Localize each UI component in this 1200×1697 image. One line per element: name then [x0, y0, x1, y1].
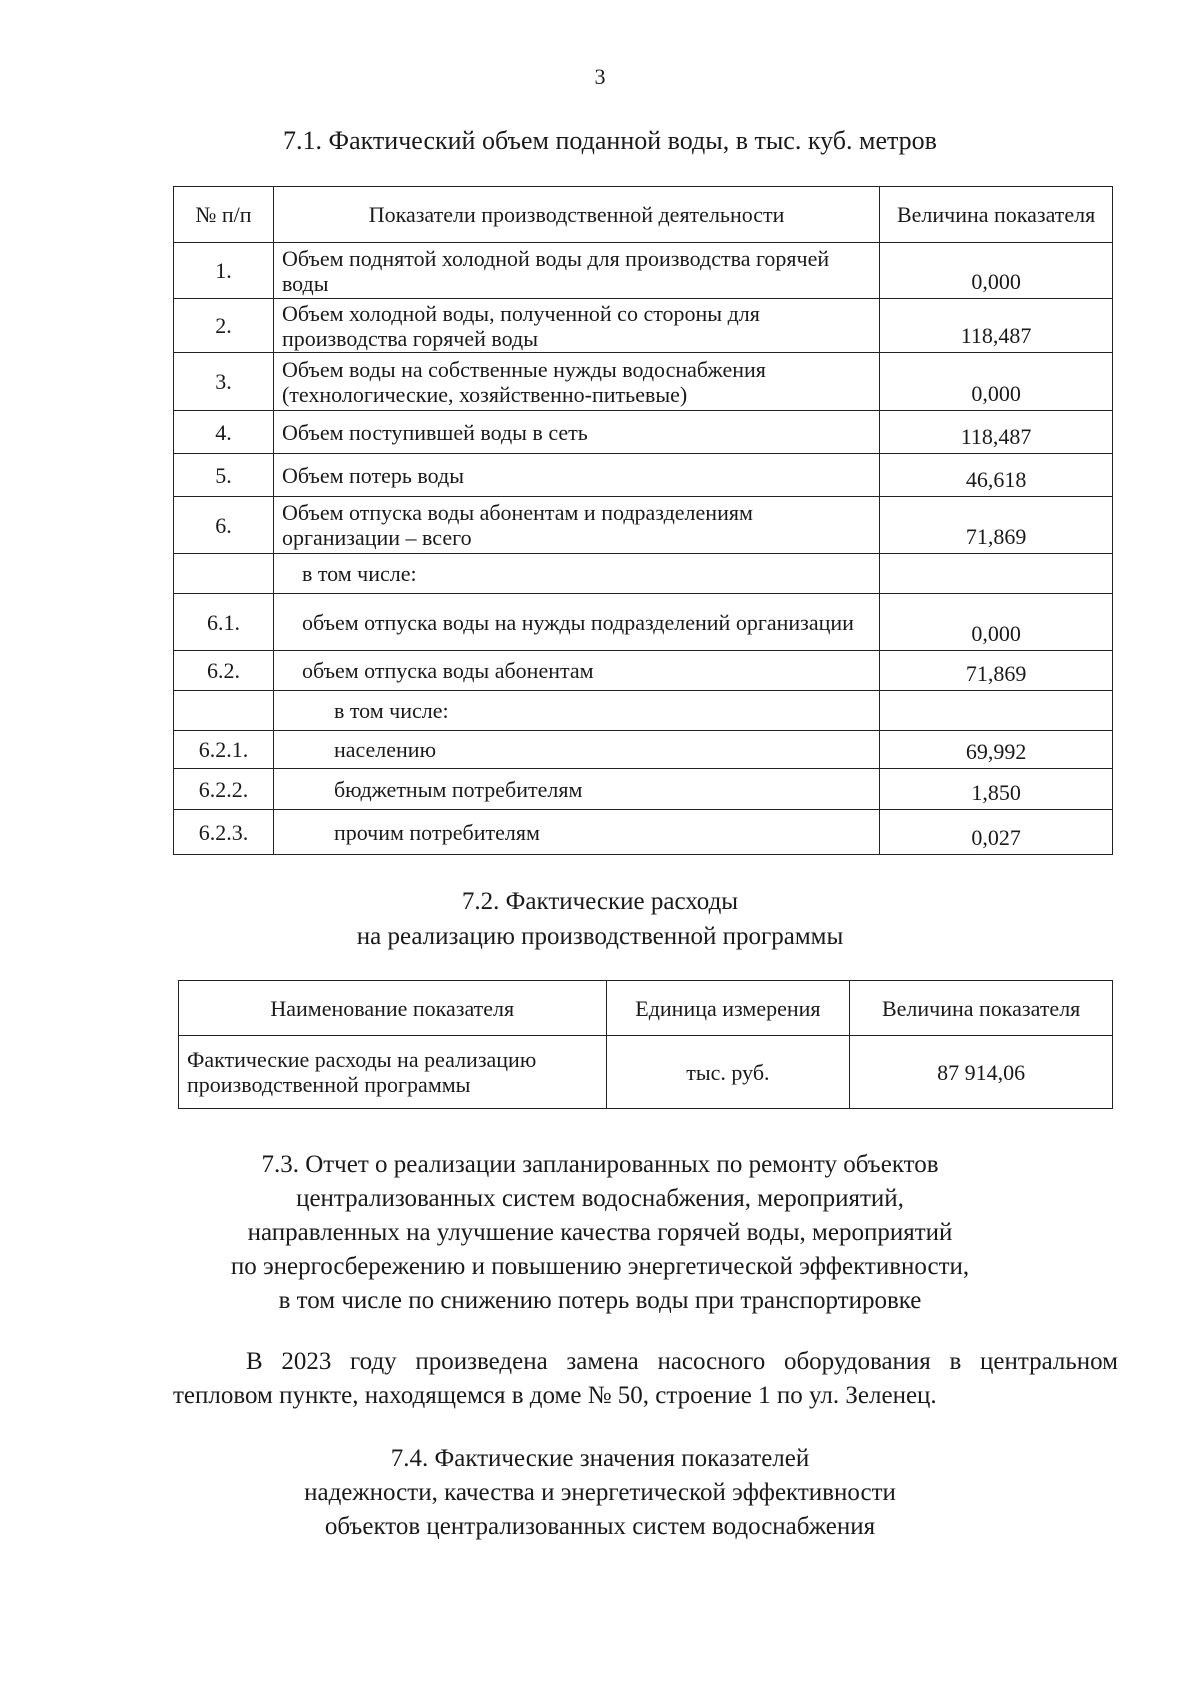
row-label: объем отпуска воды абонентам	[273, 651, 879, 691]
section-7-4-title	[0, 1442, 1200, 1544]
expenses-table	[178, 980, 1113, 1109]
table-row	[174, 651, 1113, 691]
row-label: Объем поступившей воды в сеть	[273, 411, 879, 454]
row-number: 3.	[174, 353, 274, 411]
section-7-2-title-line2: на реализацию производственной программы	[356, 923, 844, 950]
section-7-3-title	[0, 1148, 1200, 1318]
row-label: бюджетным потребителям	[273, 769, 879, 810]
section-7-1-title: 7.1. Фактический объем поданной воды, в тыс. куб. метров	[283, 126, 937, 155]
table-row	[174, 411, 1113, 454]
row-number: 6.2.	[174, 651, 274, 691]
header-name: Наименование показателя	[179, 981, 607, 1036]
water-volume-table	[173, 186, 1113, 855]
section-7-3-paragraph: В 2023 году произведена замена насосного оборудования в центральном тепловом пункте, находящемся в доме № 50, строение 1 по ул. Зеленец.	[173, 1348, 1118, 1409]
header-value: Величина показателя	[880, 187, 1113, 243]
row-number: 6.2.2.	[174, 769, 274, 810]
row-value: 0,000	[880, 594, 1113, 651]
row-value: 71,869	[880, 651, 1113, 691]
row-label: Объем потерь воды	[273, 454, 879, 497]
row-label: Объем поднятой холодной воды для производства горячей воды	[273, 243, 879, 299]
title-line: по энергосбережению и повышению энергетической эффективности,	[230, 1253, 970, 1280]
row-value: 118,487	[880, 411, 1113, 454]
row-value: 0,027	[880, 810, 1113, 855]
expense-unit: тыс. руб.	[606, 1036, 850, 1109]
table-row	[174, 554, 1113, 594]
row-number: 1.	[174, 243, 274, 299]
title-line: 7.4. Фактические значения показателей	[390, 1445, 810, 1472]
header-indicator: Показатели производственной деятельности	[273, 187, 879, 243]
row-value: 118,487	[880, 299, 1113, 353]
row-label: в том числе:	[273, 691, 879, 731]
table-row	[174, 243, 1113, 299]
row-number	[174, 554, 274, 594]
table-row	[174, 731, 1113, 769]
row-value: 0,000	[880, 243, 1113, 299]
row-value	[880, 691, 1113, 731]
table-row	[174, 769, 1113, 810]
row-number: 6.2.1.	[174, 731, 274, 769]
table-row	[174, 810, 1113, 855]
expense-name: Фактические расходы на реализацию производственной программы	[179, 1036, 607, 1109]
row-number: 6.2.3.	[174, 810, 274, 855]
table-row	[174, 497, 1113, 554]
header-number: № п/п	[174, 187, 274, 243]
page-number: 3	[594, 64, 606, 89]
table-row	[174, 454, 1113, 497]
header-unit: Единица измерения	[606, 981, 850, 1036]
header-value: Величина показателя	[850, 981, 1113, 1036]
row-label: населению	[273, 731, 879, 769]
row-value: 46,618	[880, 454, 1113, 497]
row-value: 71,869	[880, 497, 1113, 554]
row-number: 4.	[174, 411, 274, 454]
row-number	[174, 691, 274, 731]
row-value: 1,850	[880, 769, 1113, 810]
row-label: Объем воды на собственные нужды водоснабжения (технологические, хозяйственно-питьевые)	[273, 353, 879, 411]
table-row	[174, 594, 1113, 651]
table-row	[174, 691, 1113, 731]
row-label: прочим потребителям	[273, 810, 879, 855]
row-number: 5.	[174, 454, 274, 497]
row-number: 6.	[174, 497, 274, 554]
row-label: объем отпуска воды на нужды подразделений организации	[273, 594, 879, 651]
table-header-row	[174, 187, 1113, 243]
table-row	[174, 299, 1113, 353]
row-label: в том числе:	[273, 554, 879, 594]
row-label: Объем отпуска воды абонентам и подразделениям организации – всего	[273, 497, 879, 554]
title-line: централизованных систем водоснабжения, мероприятий,	[296, 1185, 904, 1212]
title-line: объектов централизованных систем водоснабжения	[324, 1513, 876, 1540]
row-number: 6.1.	[174, 594, 274, 651]
row-number: 2.	[174, 299, 274, 353]
section-7-2-title-line1: 7.2. Фактические расходы	[461, 888, 739, 915]
title-line: в том числе по снижению потерь воды при транспортировке	[278, 1287, 922, 1314]
row-value: 0,000	[880, 353, 1113, 411]
title-line: направленных на улучшение качества горячей воды, мероприятий	[247, 1219, 953, 1246]
table-row	[179, 1036, 1113, 1109]
title-line: 7.3. Отчет о реализации запланированных по ремонту объектов	[261, 1151, 939, 1178]
row-label: Объем холодной воды, полученной со стороны для производства горячей воды	[273, 299, 879, 353]
table-header-row	[179, 981, 1113, 1036]
table-row	[174, 353, 1113, 411]
row-value: 69,992	[880, 731, 1113, 769]
title-line: надежности, качества и энергетической эффективности	[304, 1479, 896, 1506]
row-value	[880, 554, 1113, 594]
expense-value: 87 914,06	[850, 1036, 1113, 1109]
